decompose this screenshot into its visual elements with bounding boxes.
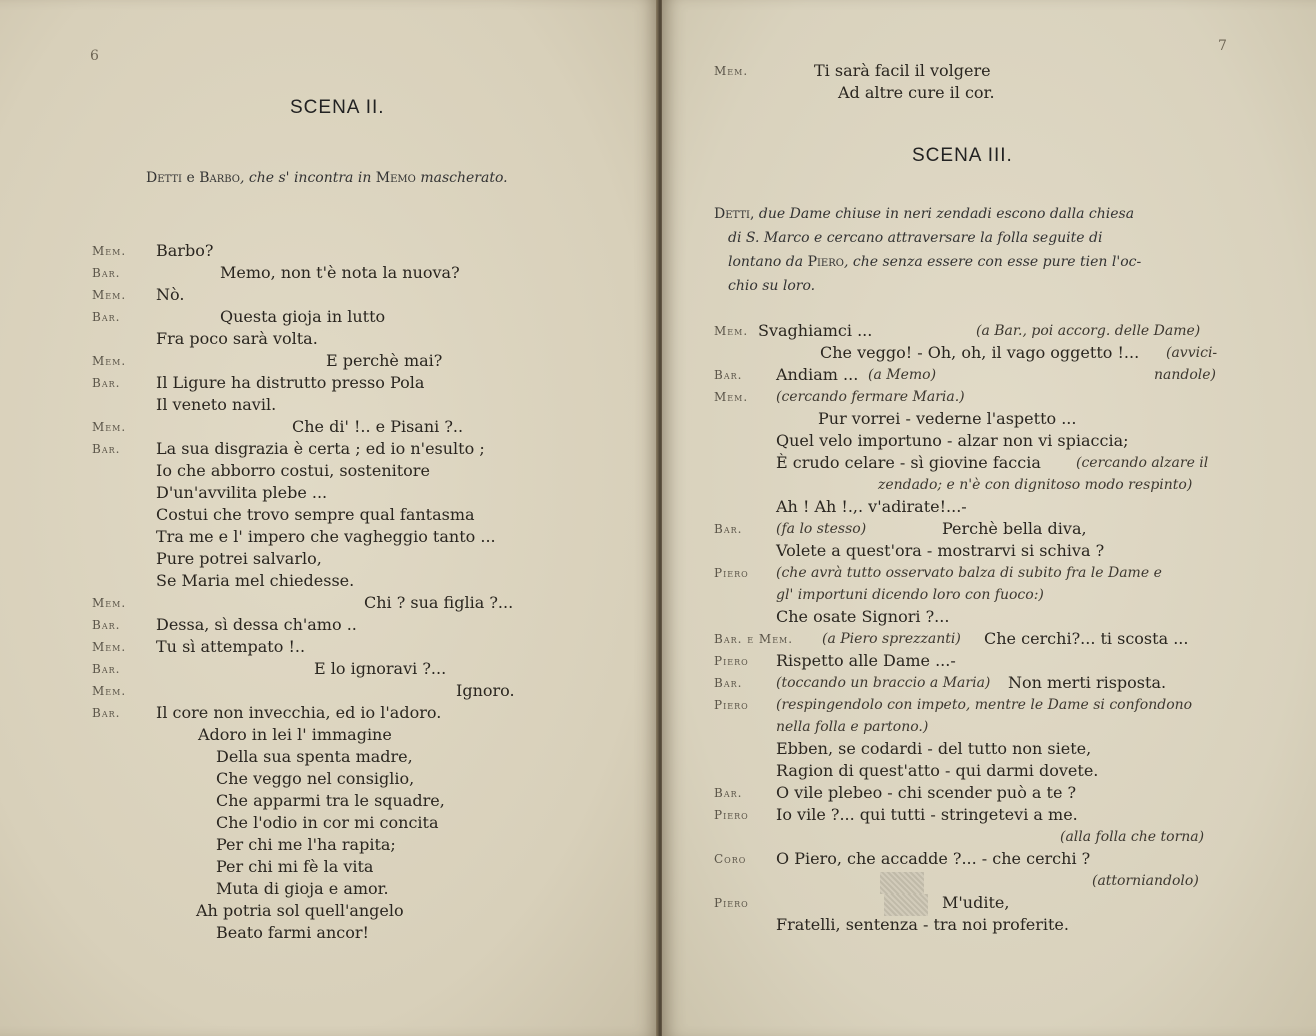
verse-line: Chi ? sua figlia ?... xyxy=(364,593,514,612)
verse-line: Rispetto alle Dame ...- xyxy=(776,651,956,670)
verse-line: Costui che trovo sempre qual fantasma xyxy=(156,505,475,524)
speaker-label: Bar. xyxy=(92,310,121,324)
stage-note: nandole) xyxy=(1154,367,1216,383)
speaker-label: Bar. xyxy=(92,706,121,720)
verse-line: M'udite, xyxy=(942,893,1010,912)
stage-note: (toccando un braccio a Maria) xyxy=(776,675,991,691)
verse-line: Dessa, sì dessa ch'amo .. xyxy=(156,615,357,634)
speaker-label: Mem. xyxy=(92,288,127,302)
verse-line: Beato farmi ancor! xyxy=(216,923,369,942)
speaker-label: Mem. xyxy=(714,64,749,78)
speaker-label: Bar. xyxy=(92,442,121,456)
speaker-label: Bar. xyxy=(714,522,743,536)
speaker-label: Mem. xyxy=(92,684,127,698)
speaker-label: Bar. xyxy=(714,368,743,382)
verse-line: D'un'avvilita plebe ... xyxy=(156,483,328,502)
verse-line: È crudo celare - sì giovine faccia xyxy=(776,453,1041,472)
verse-line: La sua disgrazia è certa ; ed io n'esulto ; xyxy=(156,439,485,458)
speaker-label: Mem. xyxy=(92,596,127,610)
verse-line: Ad altre cure il cor. xyxy=(838,83,995,102)
verse-line: Quel velo importuno - alzar non vi spiaccia; xyxy=(776,431,1129,450)
verse-line: Il core non invecchia, ed io l'adoro. xyxy=(156,703,442,722)
verse-line: Ebben, se codardi - del tutto non siete, xyxy=(776,739,1092,758)
speaker-label: Bar. xyxy=(92,662,121,676)
stage-note: (cercando alzare il xyxy=(1076,455,1209,471)
speaker-label: Bar. xyxy=(92,376,121,390)
speaker-label: Bar. e Mem. xyxy=(714,632,794,646)
stage-note: zendado; e n'è con dignitoso modo respinto) xyxy=(878,477,1193,493)
verse-line: Il Ligure ha distrutto presso Pola xyxy=(156,373,425,392)
speaker-label: Coro xyxy=(714,852,747,866)
stage-note: (alla folla che torna) xyxy=(1060,829,1205,845)
speaker-label: Piero xyxy=(714,896,749,910)
verse-line: Io che abborro costui, sostenitore xyxy=(156,461,430,480)
stage-note: (a Memo) xyxy=(868,367,937,383)
scene-title: SCENA II. xyxy=(290,97,385,118)
speaker-label: Mem. xyxy=(92,420,127,434)
verse-line: Fra poco sarà volta. xyxy=(156,329,318,348)
verse-line: Adoro in lei l' immagine xyxy=(198,725,392,744)
verse-line: Tu sì attempato !.. xyxy=(156,637,306,656)
stage-note: (fa lo stesso) xyxy=(776,521,867,537)
verse-line: Ah potria sol quell'angelo xyxy=(196,901,404,920)
verse-line: Ti sarà facil il volgere xyxy=(814,61,991,80)
verse-line: Che l'odio in cor mi concita xyxy=(216,813,439,832)
speaker-label: Bar. xyxy=(92,266,121,280)
verse-line: O vile plebeo - chi scender può a te ? xyxy=(776,783,1077,802)
speaker-label: Mem. xyxy=(92,244,127,258)
verse-line: Ragion di quest'atto - qui darmi dovete. xyxy=(776,761,1099,780)
speaker-label: Mem. xyxy=(92,640,127,654)
verse-line: Svaghiamci ... xyxy=(758,321,873,340)
speaker-label: Piero xyxy=(714,566,749,580)
stage-note: (che avrà tutto osservato balza di subito fra le Dame e xyxy=(776,565,1162,581)
verse-line: Barbo? xyxy=(156,241,214,260)
speaker-label: Piero xyxy=(714,698,749,712)
verse-line: Che veggo! - Oh, oh, il vago oggetto !... xyxy=(820,343,1140,362)
speaker-label: Bar. xyxy=(714,676,743,690)
verse-line: E perchè mai? xyxy=(326,351,443,370)
speaker-label: Bar. xyxy=(714,786,743,800)
verse-line: Che cerchi?... ti scosta ... xyxy=(984,629,1189,648)
verse-line: E lo ignoravi ?... xyxy=(314,659,447,678)
stage-note: (a Bar., poi accorg. delle Dame) xyxy=(976,323,1201,339)
verse-line: Che veggo nel consiglio, xyxy=(216,769,415,788)
verse-line: Muta di gioja e amor. xyxy=(216,879,389,898)
library-stamp xyxy=(884,894,928,916)
speaker-label: Bar. xyxy=(92,618,121,632)
verse-line: Pure potrei salvarlo, xyxy=(156,549,322,568)
speaker-label: Mem. xyxy=(714,390,749,404)
stage-direction: Detti e Barbo, che s' incontra in Memo mascherato. xyxy=(146,170,508,186)
stage-direction: Detti, due Dame chiuse in neri zendadi escono dalla chiesa di S. Marco e cercano attraversare la folla seguite di lontano da Piero, che senza essere con esse pure tien l'oc- chio su loro. xyxy=(714,206,1142,294)
verse-line: Nò. xyxy=(156,285,185,304)
stage-note: (avvici- xyxy=(1166,345,1218,361)
page-number: 7 xyxy=(1218,38,1227,54)
verse-line: Il veneto navil. xyxy=(156,395,277,414)
speaker-label: Piero xyxy=(714,808,749,822)
stage-note: (attorniandolo) xyxy=(1092,873,1199,889)
page-number: 6 xyxy=(90,48,99,64)
speaker-label: Mem. xyxy=(714,324,749,338)
verse-line: Pur vorrei - vederne l'aspetto ... xyxy=(818,409,1077,428)
verse-line: Se Maria mel chiedesse. xyxy=(156,571,355,590)
stage-note: (a Piero sprezzanti) xyxy=(822,631,961,647)
verse-line: Andiam ... xyxy=(776,365,859,384)
library-stamp xyxy=(880,872,924,894)
verse-line: Ignoro. xyxy=(456,681,515,700)
right-page xyxy=(662,0,1316,1036)
verse-line: Della sua spenta madre, xyxy=(216,747,413,766)
speaker-label: Mem. xyxy=(92,354,127,368)
verse-line: Io vile ?... qui tutti - stringetevi a me. xyxy=(776,805,1078,824)
verse-line: Questa gioja in lutto xyxy=(220,307,386,326)
stage-note: (cercando fermare Maria.) xyxy=(776,389,965,405)
verse-line: Perchè bella diva, xyxy=(942,519,1087,538)
verse-line: Tra me e l' impero che vagheggio tanto ... xyxy=(156,527,496,546)
verse-line: Volete a quest'ora - mostrarvi si schiva ? xyxy=(776,541,1105,560)
scene-title: SCENA III. xyxy=(912,145,1013,166)
stage-note: nella folla e partono.) xyxy=(776,719,929,735)
verse-line: Per chi me l'ha rapita; xyxy=(216,835,396,854)
speaker-label: Piero xyxy=(714,654,749,668)
verse-line: Per chi mi fè la vita xyxy=(216,857,374,876)
stage-note: (respingendolo con impeto, mentre le Dame si confondono xyxy=(776,697,1193,713)
verse-line: Memo, non t'è nota la nuova? xyxy=(220,263,460,282)
stage-note: gl' importuni dicendo loro con fuoco:) xyxy=(776,587,1044,603)
verse-line: Che apparmi tra le squadre, xyxy=(216,791,445,810)
verse-line: O Piero, che accadde ?... - che cerchi ? xyxy=(776,849,1091,868)
verse-line: Fratelli, sentenza - tra noi proferite. xyxy=(776,915,1069,934)
verse-line: Non merti risposta. xyxy=(1008,673,1167,692)
verse-line: Che osate Signori ?... xyxy=(776,607,950,626)
verse-line: Ah ! Ah !.,. v'adirate!...- xyxy=(776,497,967,516)
verse-line: Che di' !.. e Pisani ?.. xyxy=(292,417,464,436)
